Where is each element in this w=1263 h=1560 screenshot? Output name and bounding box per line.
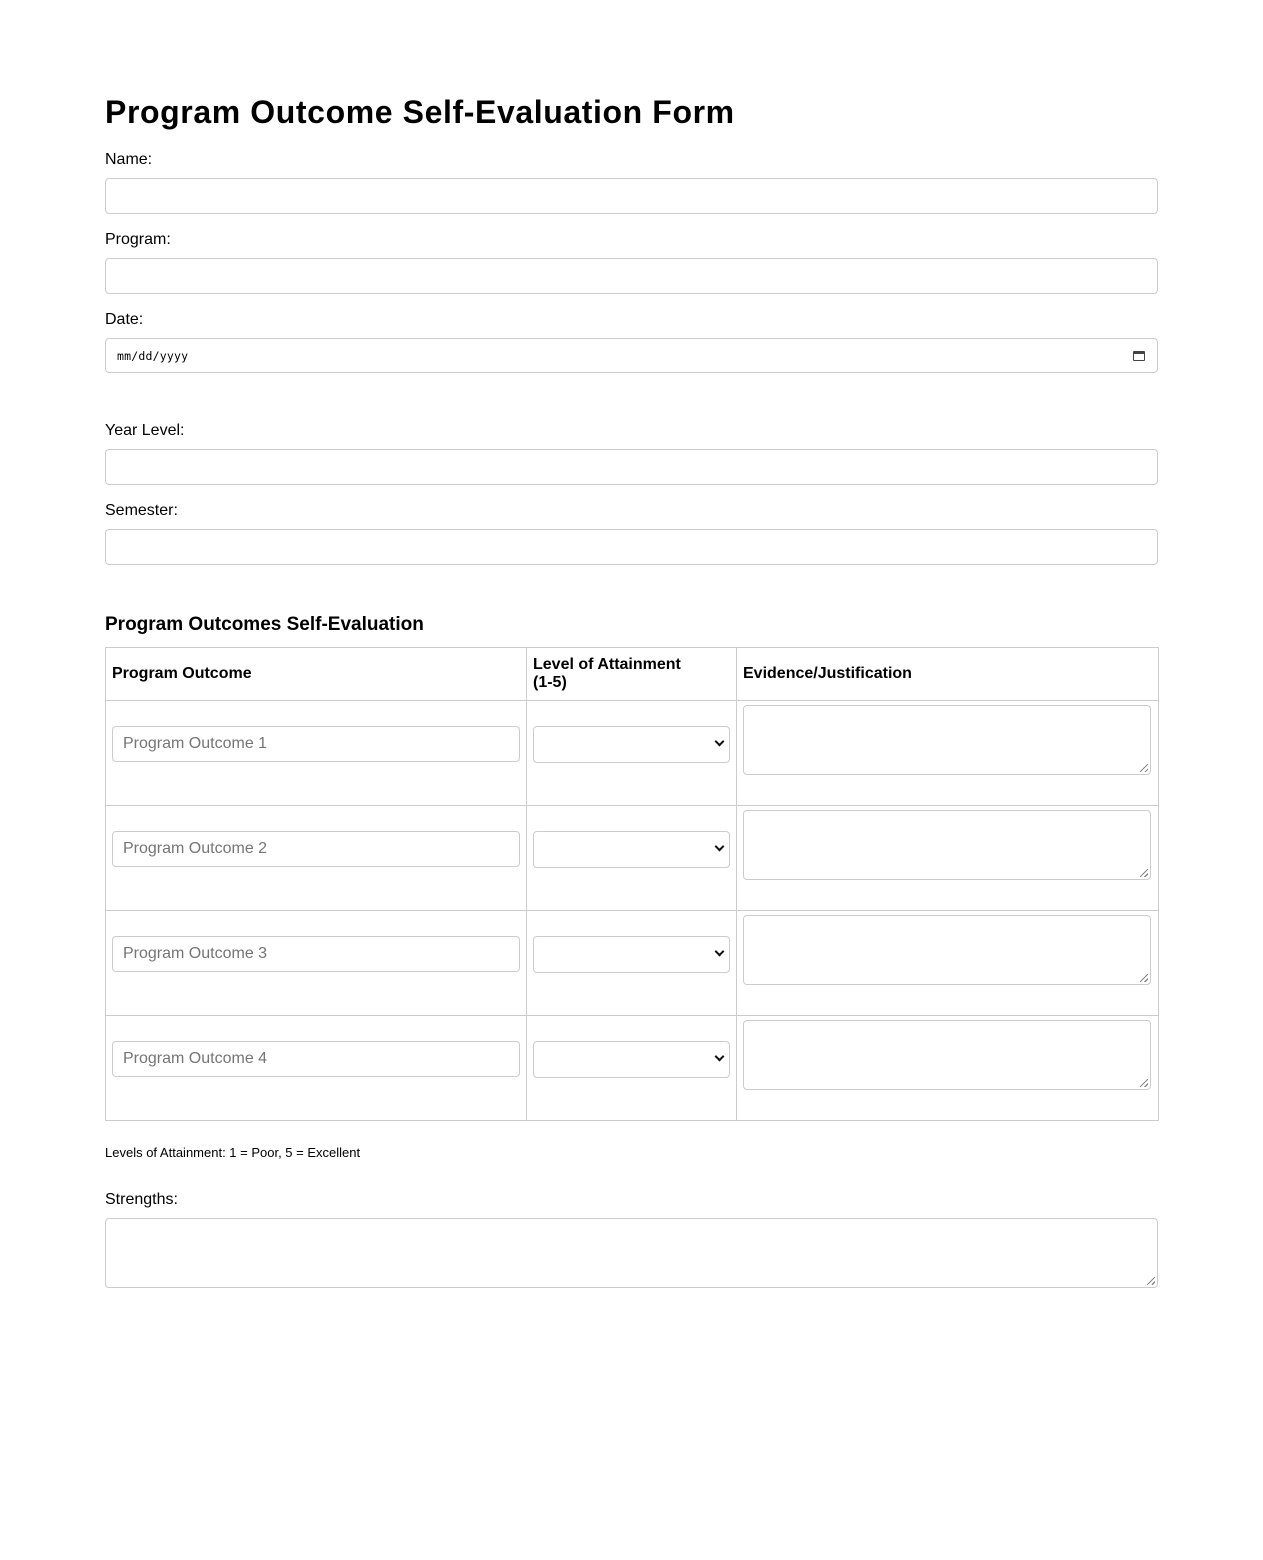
evidence-cell [737,806,1159,911]
chevron-down-icon [715,1051,725,1061]
resize-handle-icon[interactable] [1140,974,1148,982]
resize-handle-icon[interactable] [1147,1277,1155,1285]
strengths-textarea[interactable] [105,1218,1158,1288]
column-header-evidence: Evidence/Justification [737,648,1159,701]
program-outcome-2-input[interactable] [112,831,520,867]
strengths-label: Strengths: [105,1191,178,1208]
level-cell [527,911,737,1016]
evidence-cell [737,1016,1159,1121]
outcome-cell [106,806,527,911]
chevron-down-icon [715,841,725,851]
column-header-line1: Level of Attainment [533,656,681,673]
column-header-program-outcome: Program Outcome [106,648,527,701]
resize-handle-icon[interactable] [1140,764,1148,772]
outcome-cell [106,701,527,806]
year-level-label: Year Level: [105,422,185,439]
level-select-2[interactable] [533,831,730,868]
level-cell [527,1016,737,1121]
outcome-cell [106,1016,527,1121]
date-input[interactable] [105,338,1158,373]
date-label: Date: [105,311,144,328]
program-outcome-3-input[interactable] [112,936,520,972]
column-header-level-of-attainment [527,648,737,701]
program-input[interactable] [105,258,1158,294]
level-cell [527,806,737,911]
evidence-textarea-4[interactable] [743,1020,1151,1090]
level-select-3[interactable] [533,936,730,973]
evidence-textarea-1[interactable] [743,705,1151,775]
program-label: Program: [105,231,171,248]
date-placeholder: mm/dd/yyyy [117,348,189,363]
table-row [106,1016,1159,1121]
name-input[interactable] [105,178,1158,214]
semester-input[interactable] [105,529,1158,565]
column-header-line2: (1-5) [533,674,567,691]
program-outcome-4-input[interactable] [112,1041,520,1077]
table-header-row [106,648,1159,701]
chevron-down-icon [715,736,725,746]
evidence-textarea-3[interactable] [743,915,1151,985]
program-outcome-1-input[interactable] [112,726,520,762]
table-row [106,701,1159,806]
evidence-cell [737,911,1159,1016]
outcomes-table [105,647,1159,1121]
level-cell [527,701,737,806]
evidence-textarea-2[interactable] [743,810,1151,880]
resize-handle-icon[interactable] [1140,1079,1148,1087]
name-label: Name: [105,151,153,168]
table-row [106,806,1159,911]
attainment-legend-note: Levels of Attainment: 1 = Poor, 5 = Excellent [105,1145,361,1160]
level-select-1[interactable] [533,726,730,763]
level-select-4[interactable] [533,1041,730,1078]
resize-handle-icon[interactable] [1140,869,1148,877]
outcomes-section-heading: Program Outcomes Self-Evaluation [105,614,424,635]
outcome-cell [106,911,527,1016]
year-level-input[interactable] [105,449,1158,485]
page-title: Program Outcome Self-Evaluation Form [105,94,735,130]
calendar-icon[interactable] [1133,350,1145,362]
evidence-cell [737,701,1159,806]
semester-label: Semester: [105,502,178,519]
chevron-down-icon [715,946,725,956]
table-row [106,911,1159,1016]
